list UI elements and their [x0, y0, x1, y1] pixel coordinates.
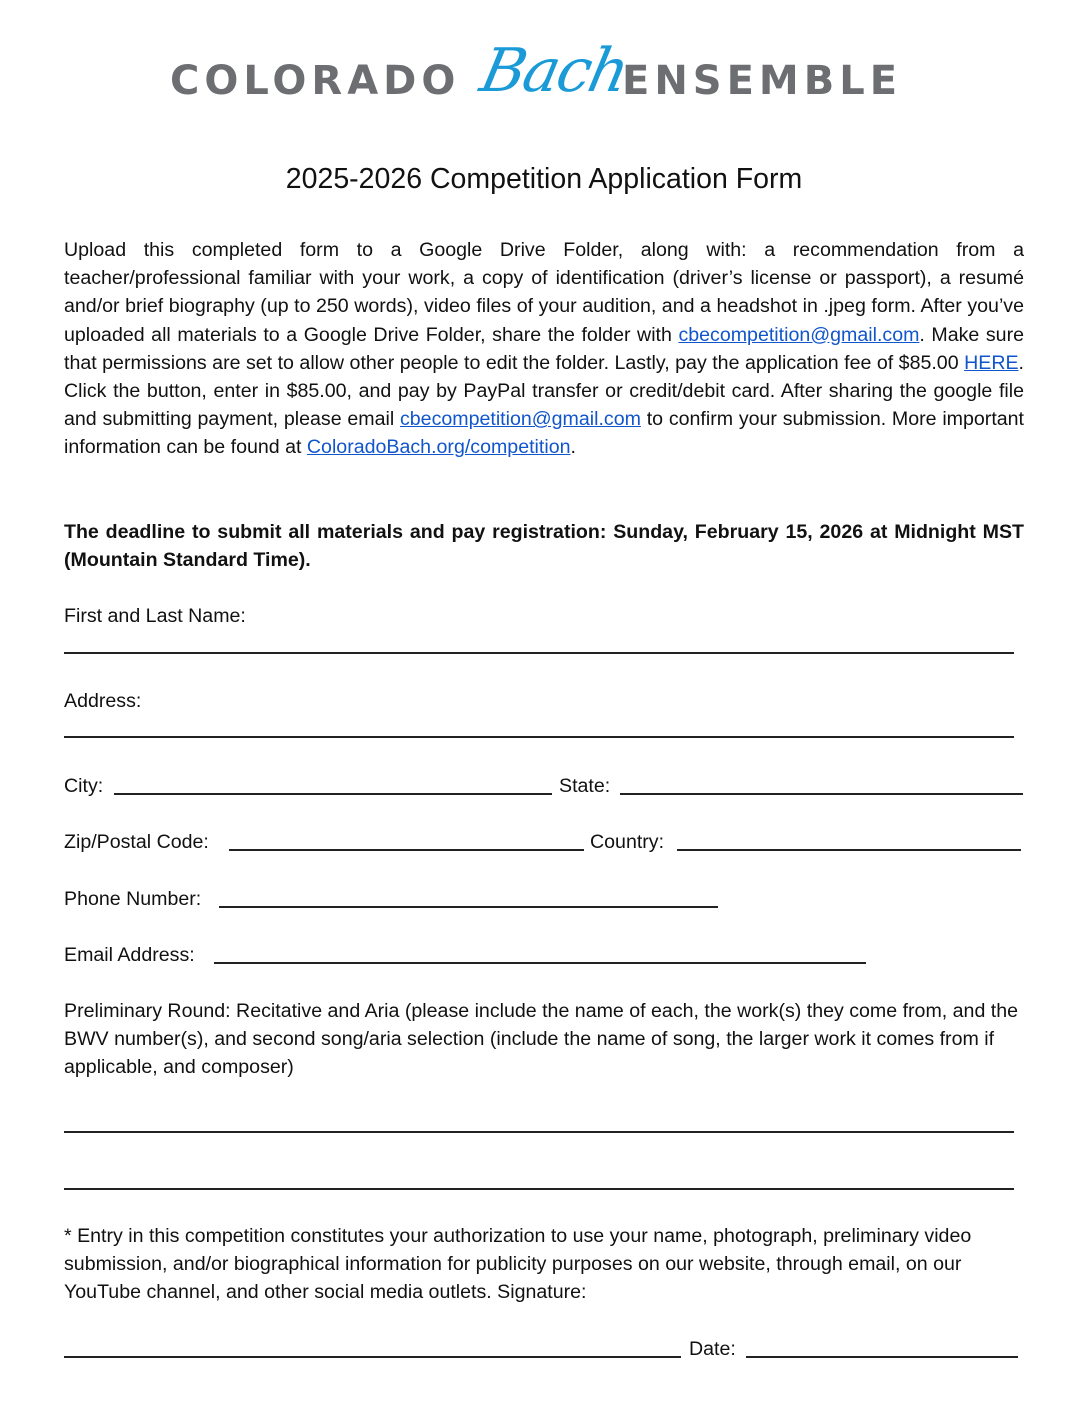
name-field[interactable]	[64, 652, 1014, 654]
date-field[interactable]	[746, 1356, 1018, 1358]
logo-word-colorado: COLORADO	[170, 58, 461, 104]
zip-field[interactable]	[229, 849, 584, 851]
state-field[interactable]	[620, 793, 1023, 795]
payment-here-link[interactable]: HERE	[964, 351, 1019, 374]
phone-label: Phone Number:	[64, 888, 202, 910]
instructions-text-4: to confirm your submission. More important information can be found at	[64, 408, 1025, 459]
logo-word-bach: Bach	[474, 36, 634, 106]
signature-field[interactable]	[64, 1356, 681, 1358]
country-label: Country:	[590, 831, 665, 853]
authorization-statement: * Entry in this competition constitutes your authorization to use your name, photograph, preliminary video submission, and/or biographical information for publicity purposes on our website, through email, on our YouTube channel, and other social media outlets. Signature:	[64, 1225, 972, 1304]
email-link-confirm[interactable]: cbecompetition@gmail.com	[399, 408, 641, 431]
instructions-text-5: .	[570, 436, 576, 459]
instructions-text-1: Upload this completed form to a Google Drive Folder, along with: a recommendation from a teacher/professional familiar with your work, a copy of identification (driver’s license or passport), a resumé and/or brief biography (up to 250 words), video files of your audition, and a headshot in .jpeg form. After you’ve uploaded all materials to a Google Drive Folder, share the folder with	[64, 239, 1024, 346]
address-label: Address:	[64, 690, 142, 712]
repertoire-field-line-1[interactable]	[64, 1131, 1014, 1133]
form-title: 2025-2026 Competition Application Form	[285, 163, 803, 195]
logo-word-ensemble: ENSEMBLE	[622, 58, 903, 104]
email-field[interactable]	[214, 962, 866, 964]
city-field[interactable]	[114, 793, 552, 795]
instructions-text-2: . Make sure that permissions are set to allow other people to edit the folder. Lastly, pay the application fee of $85.00	[64, 323, 1024, 374]
repertoire-prompt: Preliminary Round: Recitative and Aria (please include the name of each, the work(s) they come from, and the BWV number(s), and second song/aria selection (include the name of song, the larger work it comes from if applicable, and composer)	[64, 1000, 1019, 1079]
competition-website-link[interactable]: ColoradoBach.org/competition	[306, 436, 571, 459]
repertoire-field-line-2[interactable]	[64, 1188, 1014, 1190]
email-link[interactable]: cbecompetition@gmail.com	[678, 323, 920, 346]
address-field[interactable]	[64, 736, 1014, 738]
name-label: First and Last Name:	[64, 605, 246, 627]
zip-label: Zip/Postal Code:	[64, 831, 209, 853]
date-label: Date:	[689, 1338, 736, 1360]
instructions-paragraph	[64, 236, 1024, 462]
city-label: City:	[64, 775, 104, 797]
instructions-text-3: . Click the button, enter in $85.00, and pay by PayPal transfer or credit/debit card. After sharing the google file and submitting payment, please email	[64, 351, 1024, 431]
country-field[interactable]	[677, 849, 1021, 851]
email-label: Email Address:	[64, 944, 195, 966]
phone-field[interactable]	[219, 906, 718, 908]
state-label: State:	[559, 775, 611, 797]
deadline-notice: The deadline to submit all materials and pay registration: Sunday, February 15, 2026 at Midnight MST (Mountain Standard Time).	[64, 521, 1024, 572]
colorado-bach-ensemble-logo	[170, 36, 930, 120]
